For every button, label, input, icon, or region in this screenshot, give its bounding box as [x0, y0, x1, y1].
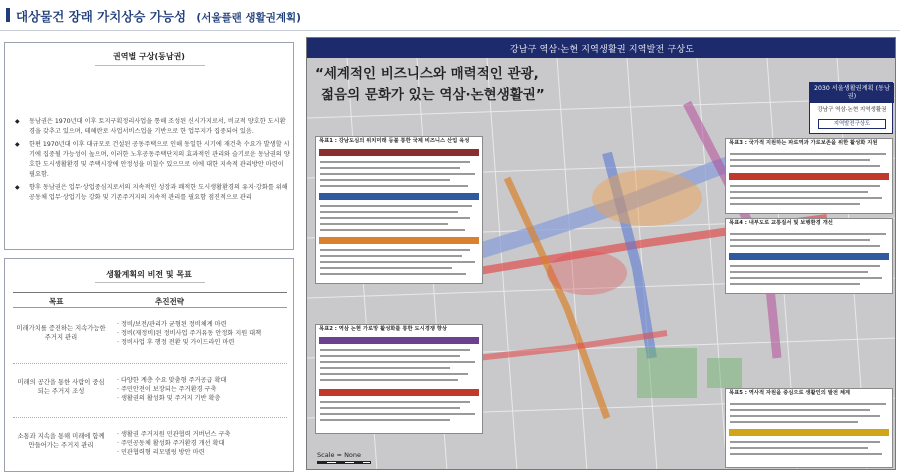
text-line — [320, 413, 475, 415]
green-park-area — [707, 358, 742, 388]
development-map — [306, 37, 896, 470]
goal-card-3 — [725, 138, 893, 214]
goal-card-heading: 목표5 : 역사적 자원을 중심으로 생활인의 발전 체계 — [729, 390, 851, 396]
region-plan-title-rule — [95, 65, 205, 66]
text-line — [730, 203, 860, 205]
text-line — [730, 453, 882, 455]
green-park-area — [637, 348, 697, 398]
legend-title: 2030 서울생활권계획 (동남권) — [810, 83, 894, 103]
text-line — [320, 205, 472, 207]
text-line — [320, 229, 465, 231]
region-plan-title: 권역별 구상(동남권) — [113, 52, 185, 61]
slogan-line-1: “세계적인 비즈니스와 매력적인 관광, — [315, 66, 539, 82]
goal-section-bar — [729, 173, 889, 180]
map-body — [307, 58, 896, 470]
text-line — [730, 415, 880, 417]
strategy-cell — [117, 376, 287, 403]
map-slogan — [315, 64, 595, 106]
strategy-item: · 주민안전이 보장되는 주거환경 구축 — [117, 385, 287, 394]
table-row — [13, 366, 287, 418]
text-line — [320, 261, 475, 263]
strategy-cell — [117, 430, 287, 457]
goal-card-heading: 목표4 : 내부도로 교통질서 및 보행환경 개선 — [729, 220, 833, 226]
region-bullet: ◆ 동남권은 1970년대 이후 토지구획정리사업을 통해 조성된 신시가지로서, 비교적 양호한 도시환경을 갖추고 있으며, 테헤란로 사업서비스업을 기반으로 한 업무지가 집중되어 있음. — [15, 117, 291, 137]
goal-card-4 — [725, 218, 893, 294]
strategy-item: · 생활권의 활성화 및 주거지 기반 확충 — [117, 394, 287, 403]
text-line — [320, 185, 468, 187]
text-line — [730, 191, 868, 193]
text-line — [320, 255, 462, 257]
goal-cell: 소통과 지속을 통해 미래에 함께 만들어가는 주거지 관리 — [17, 433, 105, 449]
text-line — [320, 361, 475, 363]
goal-section-bar — [319, 389, 479, 396]
strategy-item: · 정비/보전/관리가 균형된 정비체계 마련 — [117, 320, 287, 329]
goal-section-bar — [729, 429, 889, 436]
text-line — [320, 419, 450, 421]
text-line — [730, 409, 870, 411]
strategy-item: · 생활권 주거지원 민관협력 거버넌스 구축 — [117, 430, 287, 439]
text-line — [730, 153, 886, 155]
strategy-item: · 주민공동체 활성화 주거환경 개선 확대 — [117, 439, 287, 448]
slogan-line-2: 젊음의 문화가 있는 역삼·논현생활권” — [321, 87, 545, 103]
text-line — [320, 355, 460, 357]
text-line — [730, 283, 860, 285]
text-line — [320, 249, 470, 251]
text-line — [730, 441, 880, 443]
text-line — [320, 161, 470, 163]
text-line — [730, 185, 880, 187]
text-line — [730, 265, 880, 267]
text-line — [320, 379, 458, 381]
vision-goals-title-rule — [95, 282, 205, 283]
goal-section-bar — [319, 149, 479, 156]
text-line — [320, 407, 460, 409]
region-bullet: ◆ 향후 동남권은 업무·상업중심지로서의 지속적인 성장과 쾌적한 도시생활환경의 유지·강화를 위해 공동체 업무·상업기능 강화 및 기존주거지의 지속적 관리를 필요함 점진적으로 관리 — [15, 183, 291, 203]
goal-card-5 — [725, 388, 893, 468]
business-hub-area — [592, 170, 702, 226]
text-line — [320, 217, 470, 219]
vision-goals-title: 생활계획의 비전 및 목표 — [106, 270, 192, 279]
region-bullet: ◆ 한편 1970년대 이후 대규모로 건설된 공동주택으로 인해 동일한 시기에 재건축 수요가 발생할 시기에 집중될 가능성이 높으며, 이러한 노후공동주택단지의 효과적인 관리와 슬기로운 동남권의 양호한 도시생활환경 및 주택시장에 안정성을 미칠수 있으므로 이에 대한 지속적 관리방안 마련이 필요함. — [15, 140, 291, 180]
map-header — [307, 38, 896, 58]
vision-goals-box — [4, 258, 294, 472]
title-marker — [6, 8, 10, 22]
text-line — [320, 267, 452, 269]
page-title — [16, 7, 301, 25]
text-line — [730, 165, 880, 167]
strategy-column-header: 추진전략 — [155, 297, 184, 306]
text-line — [320, 211, 458, 213]
map-scale-bar — [317, 461, 371, 464]
goals-table-header — [13, 292, 287, 308]
legend-subtitle: 강남구 역삼·논현 지역생활권 — [817, 107, 887, 113]
map-scale-label: Scale ≈ None — [317, 451, 362, 459]
text-line — [320, 179, 450, 181]
strategy-item: · 정비사업 후 행정 전환 및 가이드라인 마련 — [117, 338, 287, 347]
text-line — [320, 401, 470, 403]
text-line — [320, 367, 450, 369]
text-line — [320, 349, 470, 351]
text-line — [320, 173, 475, 175]
text-line — [320, 223, 448, 225]
text-line — [730, 277, 882, 279]
goal-card-2 — [315, 324, 483, 434]
text-line — [320, 373, 468, 375]
text-line — [730, 271, 868, 273]
text-line — [730, 239, 870, 241]
strategy-cell — [117, 320, 287, 347]
strategy-item: · 민관협력형 리모델링 방안 마련 — [117, 448, 287, 457]
region-plan-bullets — [15, 117, 291, 206]
text-line — [320, 273, 466, 275]
map-title: 강남구 역삼·논현 지역생활권 지역발전 구상도 — [509, 45, 695, 55]
region-plan-box — [4, 42, 294, 250]
goal-card-heading: 목표3 : 국가적 지원하는 파로역과 가로보존을 위한 활성화 지원 — [729, 140, 878, 146]
table-row — [13, 312, 287, 364]
table-row — [13, 420, 287, 470]
goal-section-bar — [319, 337, 479, 344]
plan-legend — [809, 82, 893, 134]
goal-card-heading: 목표1 : 강남도심의 위치미래 등불 통한 국제 비즈니스 산업 육성 — [319, 138, 470, 144]
text-line — [320, 167, 460, 169]
goal-section-bar — [729, 253, 889, 260]
goal-cell: 미래의 공간을 통한 사람이 중심되는 주거지 조성 — [17, 379, 105, 395]
text-line — [730, 403, 886, 405]
goal-card-1 — [315, 136, 483, 284]
header-divider — [0, 30, 900, 31]
text-line — [730, 421, 858, 423]
goal-section-bar — [319, 193, 479, 200]
text-line — [730, 233, 886, 235]
text-line — [730, 245, 880, 247]
goal-card-heading: 목표2 : 역삼 논현 가로망 활성화를 통한 도시경쟁 향상 — [319, 326, 448, 332]
page-title-text: 대상물건 장래 가치상승 가능성 — [16, 9, 187, 24]
commercial-hub-area — [547, 251, 627, 295]
legend-tag: 지역발전구상도 — [818, 119, 886, 129]
page-subtitle: (서울플랜 생활권계획) — [196, 12, 301, 24]
goal-section-bar — [319, 237, 479, 244]
page-header — [0, 0, 900, 32]
goal-column-header: 목표 — [49, 297, 64, 306]
strategy-item: · 정비(재정비)된 정비사업 주거유동 안정화 지원 대책 — [117, 329, 287, 338]
text-line — [730, 197, 882, 199]
left-panel — [0, 34, 300, 475]
strategy-item: · 다양한 계층 수요 맞춤형 주거공급 확대 — [117, 376, 287, 385]
text-line — [730, 447, 868, 449]
goal-cell: 미래가치를 증진하는 지속가능한 주거지 관리 — [16, 325, 106, 341]
text-line — [730, 159, 870, 161]
